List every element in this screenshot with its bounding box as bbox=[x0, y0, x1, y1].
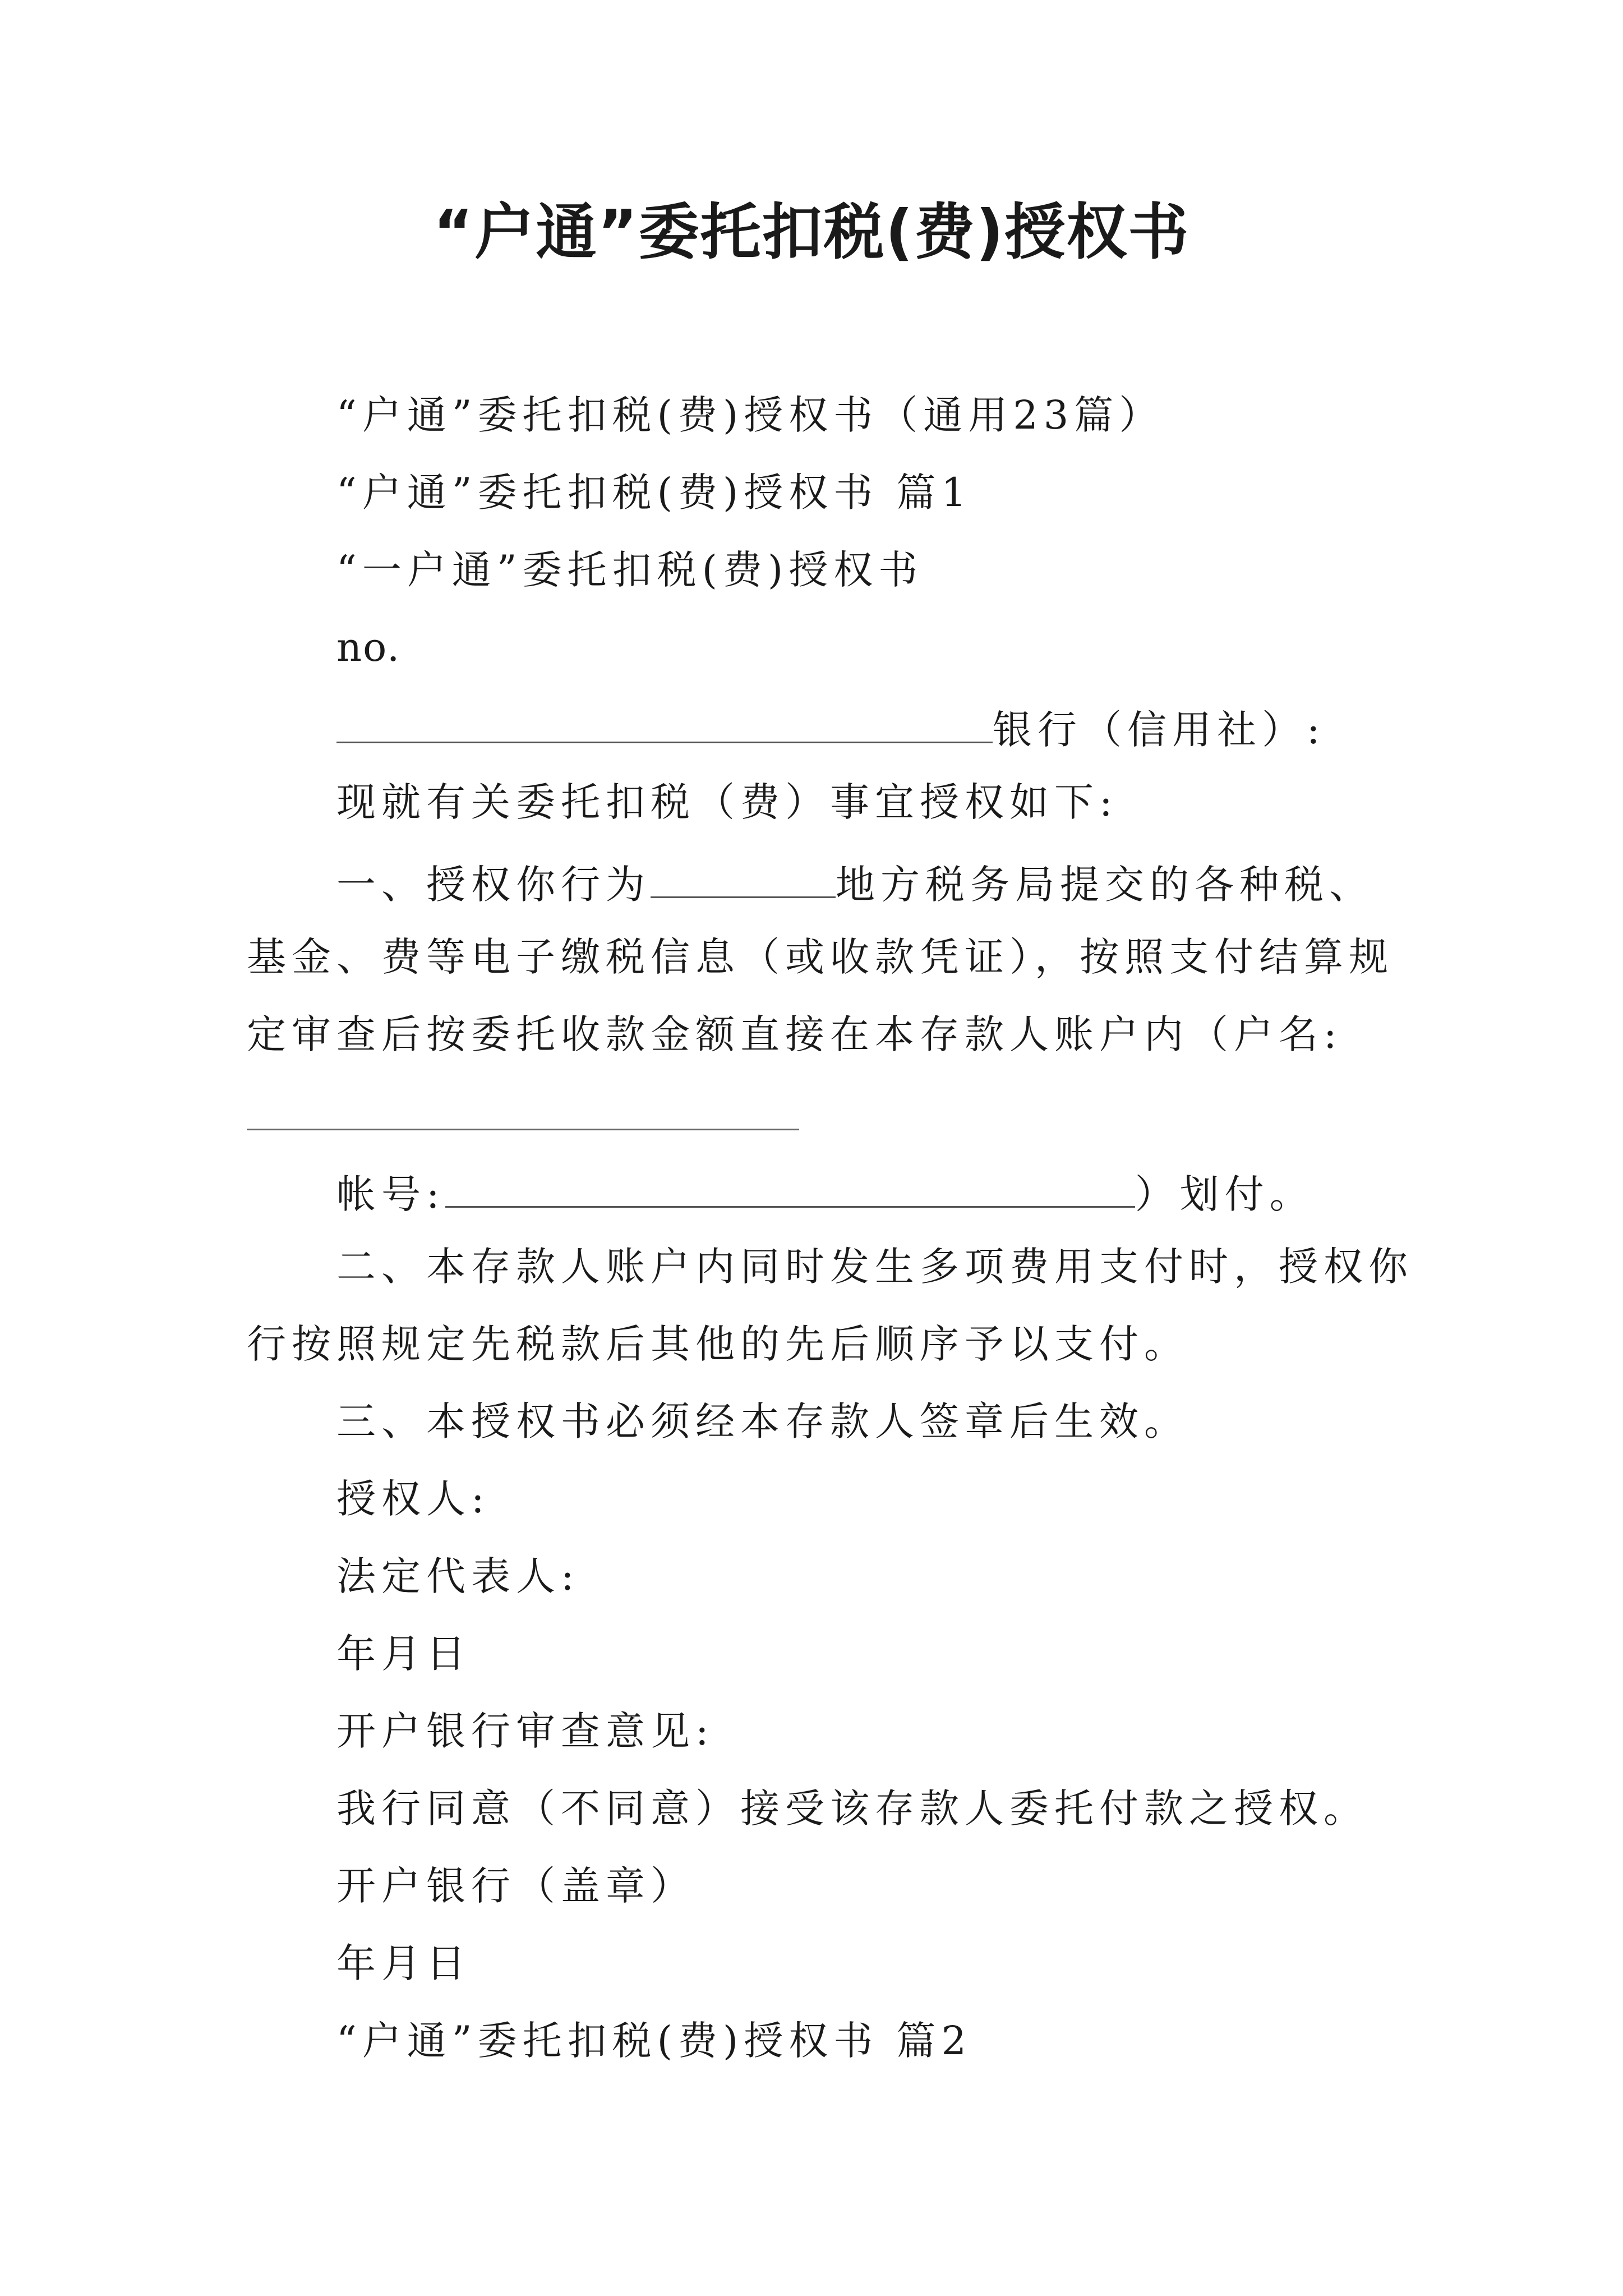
item3: 三、本授权书必须经本存款人签章后生效。 bbox=[336, 1398, 1189, 1444]
form-number: no. bbox=[336, 624, 401, 670]
tax-bureau-blank bbox=[651, 852, 836, 898]
account-name-blank bbox=[247, 1129, 799, 1130]
account-number-blank bbox=[445, 1161, 1135, 1208]
item1-line1 bbox=[336, 852, 1374, 913]
section-heading-1: “户通”委托扣税(费)授权书 篇1 bbox=[336, 470, 972, 516]
item1-suffix: 地方税务局提交的各种税、 bbox=[836, 862, 1374, 908]
authorizer-label: 授权人: bbox=[336, 1476, 490, 1522]
account-line bbox=[336, 1161, 1315, 1222]
intro-paragraph: 现就有关委托扣税（费）事宜授权如下: bbox=[336, 779, 1118, 825]
item1-line3: 定审查后按委托收款金额直接在本存款人账户内（户名: bbox=[247, 1011, 1343, 1057]
form-heading: “一户通”委托扣税(费)授权书 bbox=[336, 547, 924, 593]
section-heading-2: “户通”委托扣税(费)授权书 篇2 bbox=[336, 2018, 972, 2064]
bank-label: 银行（信用社）: bbox=[993, 707, 1326, 753]
document-title: “户通”委托扣税(费)授权书 bbox=[433, 197, 1190, 268]
legal-rep-label: 法定代表人: bbox=[336, 1553, 580, 1599]
item2-line1: 二、本存款人账户内同时发生多项费用支付时，授权你 bbox=[336, 1244, 1413, 1290]
item1-prefix: 一、授权你行为 bbox=[336, 862, 651, 908]
item1-line2: 基金、费等电子缴税信息（或收款凭证），按照支付结算规 bbox=[247, 934, 1394, 980]
item2-line2: 行按照规定先税款后其他的先后顺序予以支付。 bbox=[247, 1321, 1189, 1367]
account-label: 帐号: bbox=[336, 1171, 445, 1217]
date-line-2: 年月日 bbox=[336, 1940, 471, 1986]
bank-line bbox=[336, 697, 1326, 758]
bank-review-label: 开户银行审查意见: bbox=[336, 1708, 714, 1754]
bank-name-blank bbox=[336, 697, 993, 743]
bank-seal-label: 开户银行（盖章） bbox=[336, 1863, 695, 1909]
bank-agree-text: 我行同意（不同意）接受该存款人委托付款之授权。 bbox=[336, 1786, 1368, 1832]
date-line-1: 年月日 bbox=[336, 1631, 471, 1677]
account-suffix: ）划付。 bbox=[1135, 1171, 1315, 1217]
subtitle: “户通”委托扣税(费)授权书（通用23篇） bbox=[336, 392, 1164, 438]
